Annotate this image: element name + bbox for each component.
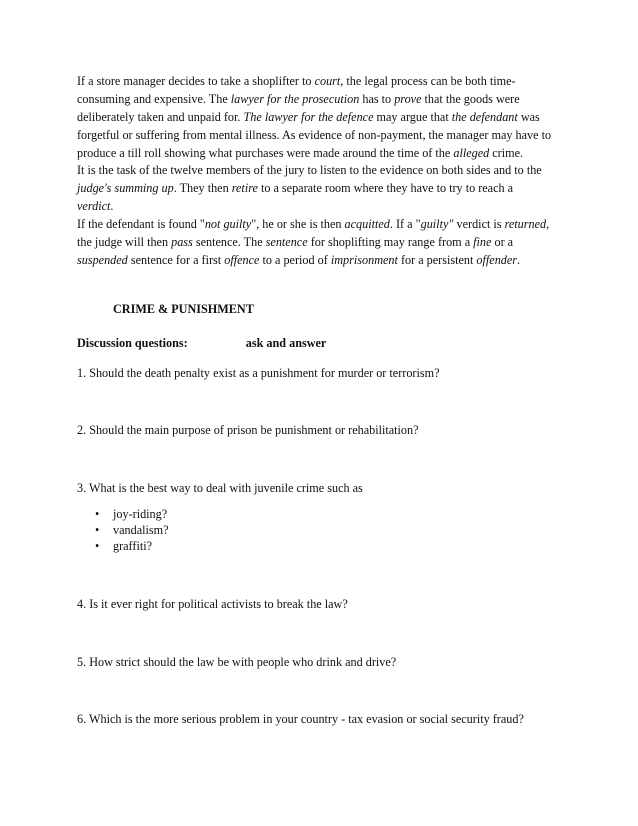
list-item: • vandalism?: [95, 522, 169, 538]
paragraph-jury: [77, 161, 572, 215]
question-2: 2. Should the main purpose of prison be punishment or rehabilitation?: [77, 423, 419, 437]
discussion-label: Discussion questions:: [77, 336, 188, 350]
text-line: consuming and expensive. The lawyer for the prosecution has to prove that the goods were: [77, 92, 520, 106]
question-6: 6. Which is the more serious problem in your country - tax evasion or social security fraud?: [77, 712, 524, 726]
list-item: • joy-riding?: [95, 506, 169, 522]
text-line: judge's summing up. They then retire to a separate room where they have to try to reach a: [77, 181, 514, 195]
text-line: the judge will then pass sentence. The sentence for shoplifting may range from a fine or a: [77, 235, 514, 249]
text-line: forgetful or suffering from mental illness. As evidence of non-payment, the manager may have to: [77, 128, 552, 142]
text-line: If a store manager decides to take a shoplifter to court, the legal process can be both time-: [77, 74, 516, 88]
text-line: If the defendant is found "not guilty", he or she is then acquitted. If a "guilty" verdict is returned,: [77, 217, 550, 231]
list-item: • graffiti?: [95, 538, 169, 554]
question-3-examples: [95, 506, 169, 554]
text-line: It is the task of the twelve members of the jury to listen to the evidence on both sides and to the: [77, 163, 542, 177]
discussion-instruction: ask and answer: [245, 336, 327, 350]
text-line: verdict.: [77, 199, 114, 213]
question-1: 1. Should the death penalty exist as a punishment for murder or terrorism?: [77, 366, 440, 380]
discussion-header: [77, 336, 326, 351]
question-5: 5. How strict should the law be with people who drink and drive?: [77, 655, 397, 669]
paragraph-legal-process: [77, 72, 572, 162]
text-line: produce a till roll showing what purchases were made around the time of the alleged crime.: [77, 146, 524, 160]
text-line: suspended sentence for a first offence to a period of imprisonment for a persistent offender.: [77, 253, 521, 267]
section-heading: CRIME & PUNISHMENT: [113, 302, 254, 316]
paragraph-verdict: [77, 215, 572, 269]
question-3: 3. What is the best way to deal with juvenile crime such as: [77, 481, 363, 495]
question-4: 4. Is it ever right for political activists to break the law?: [77, 597, 348, 611]
text-line: deliberately taken and unpaid for. The lawyer for the defence may argue that the defendant was: [77, 110, 540, 124]
